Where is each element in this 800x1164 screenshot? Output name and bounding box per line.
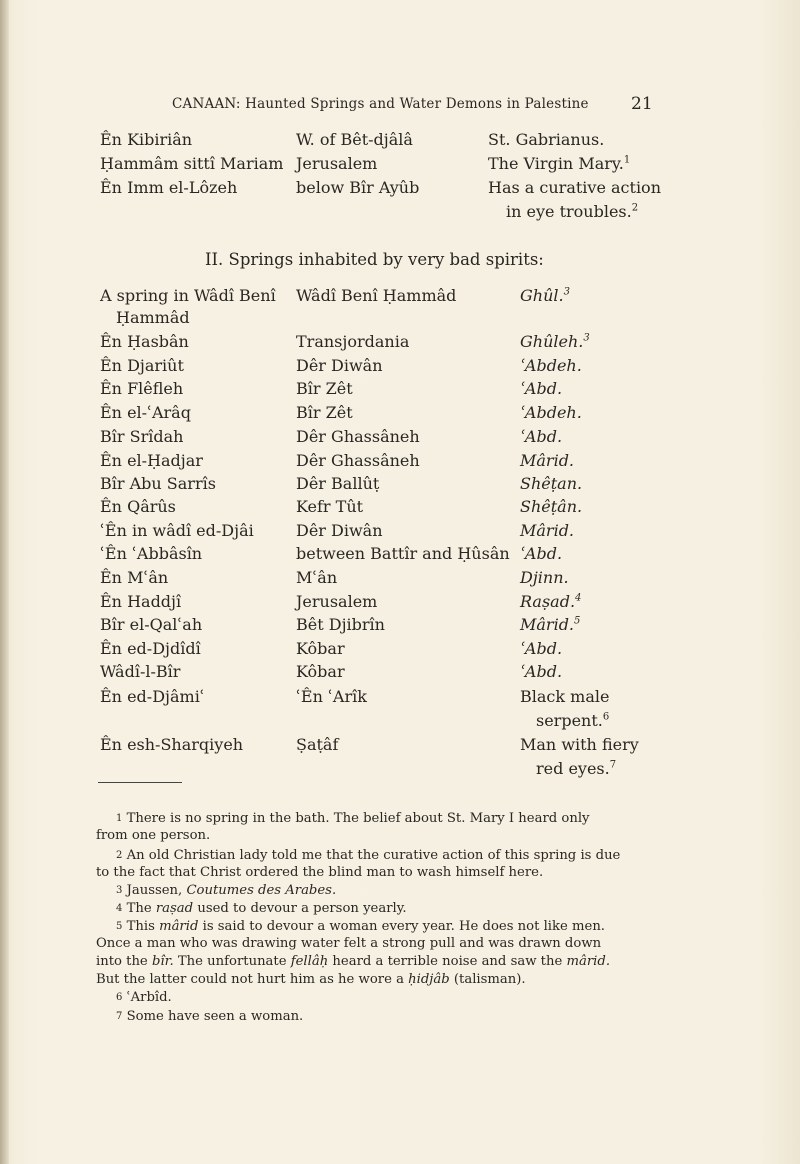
spirit-type: serpent.$^6$	[536, 711, 610, 730]
spring-name: Ên Mʿân	[100, 568, 169, 587]
section-heading: II. Springs inhabited by very bad spirits:	[205, 250, 544, 269]
spirit-type: ʿAbd.	[520, 427, 563, 446]
spring-name: ʿÊn ʿAbbâsîn	[100, 544, 203, 563]
binding-edge	[0, 0, 9, 1164]
footnote-5: 5 This mârid is said to devour a woman every year. He does not like men.	[116, 919, 606, 934]
footnote-4: 4 The raṣad used to devour a person yearly.	[116, 901, 407, 916]
spirit-type: Shêṭan.	[520, 474, 583, 493]
spring-name: Bîr Abu Sarrîs	[100, 474, 216, 493]
footnote-2-cont: to the fact that Christ ordered the blind man to wash himself here.	[96, 865, 544, 880]
spirit-type: red eyes.$^7$	[536, 759, 617, 778]
spring-name: Ên Haddjî	[100, 592, 182, 611]
spirit-type: ʿAbd.	[520, 379, 563, 398]
spring-name: A spring in Wâdî Benî	[100, 286, 276, 305]
spring-name: Ên el-ʿArâq	[100, 403, 191, 422]
spring-name: Ḥammâm sittî Mariam	[100, 154, 284, 173]
spring-name: Ḥammâd	[116, 308, 190, 327]
spirit-type: ʿAbd.	[520, 544, 563, 563]
spring-name: Ên esh-Sharqiyeh	[100, 735, 244, 754]
footnote-1: 1 There is no spring in the bath. The belief about St. Mary I heard only	[116, 811, 590, 826]
spring-place: Kefr Tût	[296, 497, 364, 516]
spirit-type: Mârid.	[520, 521, 575, 540]
spring-place: Kôbar	[296, 662, 345, 681]
spring-place: Kôbar	[296, 639, 345, 658]
spring-place: Bêt Djibrîn	[296, 615, 385, 634]
spring-place: Jerusalem	[296, 154, 378, 173]
footnote-5-line3: into the bîr. The unfortunate fellâḥ heard a terrible noise and saw the mârid.	[96, 954, 611, 969]
spring-place: Bîr Zêt	[296, 379, 353, 398]
spring-place: W. of Bêt-djâlâ	[296, 130, 413, 149]
spring-place: Dêr Diwân	[296, 521, 383, 540]
spring-name: Ên Imm el-Lôzeh	[100, 178, 238, 197]
spring-name: Ên Qârûs	[100, 497, 176, 516]
spirit-type: Man with fiery	[520, 735, 639, 754]
spring-place: Dêr Ghassâneh	[296, 427, 420, 446]
spring-note: The Virgin Mary.$^1$	[488, 154, 631, 173]
spirit-type: Raṣad.$^4$	[520, 592, 582, 611]
spring-place: Bîr Zêt	[296, 403, 353, 422]
spring-name: Ên Flêfleh	[100, 379, 184, 398]
spring-place: Dêr Diwân	[296, 356, 383, 375]
spring-note: in eye troubles.$^2$	[506, 202, 639, 221]
spring-note: Has a curative action	[488, 178, 661, 197]
spring-place: Transjordania	[296, 332, 410, 351]
footnote-6: 6 ʿArbîd.	[116, 990, 172, 1005]
spring-note: St. Gabrianus.	[488, 130, 605, 149]
spring-place: Mʿân	[296, 568, 338, 587]
spring-place: Jerusalem	[296, 592, 378, 611]
spring-place: Dêr Ghassâneh	[296, 451, 420, 470]
footnote-1-cont: from one person.	[96, 828, 211, 843]
spirit-type: ʿAbd.	[520, 639, 563, 658]
spirit-type: ʿAbdeh.	[520, 356, 582, 375]
spirit-type: Mârid.$^5$	[520, 615, 581, 634]
spring-name: ʿÊn in wâdî ed-Djâi	[100, 521, 254, 540]
footnote-rule	[98, 782, 182, 783]
spirit-type: Black male	[520, 687, 610, 706]
spring-name: Wâdî-l-Bîr	[100, 662, 181, 681]
spring-place: below Bîr Ayûb	[296, 178, 420, 197]
spirit-type: Shêṭân.	[520, 497, 583, 516]
spirit-type: ʿAbd.	[520, 662, 563, 681]
spirit-type: ʿAbdeh.	[520, 403, 582, 422]
spring-place: ʿÊn ʿArîk	[296, 687, 367, 706]
spring-place: between Battîr and Ḥûsân	[296, 544, 510, 563]
footnote-5-line4: But the latter could not hurt him as he wore a ḥidjâb (talisman).	[96, 972, 526, 987]
footnote-7: 7 Some have seen a woman.	[116, 1009, 304, 1024]
spirit-type: Mârid.	[520, 451, 575, 470]
spring-place: Ṣaṭâf	[296, 735, 339, 754]
running-head: CANAAN: Haunted Springs and Water Demons in Palestine	[172, 96, 589, 112]
footnote-3: 3 Jaussen, Coutumes des Arabes.	[116, 883, 337, 898]
spirit-type: Ghûleh.$^3$	[520, 332, 590, 351]
spring-name: Ên Ḥasbân	[100, 332, 189, 351]
spring-name: Ên el-Ḥadjar	[100, 451, 203, 470]
footnote-2: 2 An old Christian lady told me that the curative action of this spring is due	[116, 848, 621, 863]
spring-name: Ên ed-Djdîdî	[100, 639, 201, 658]
spring-place: Wâdî Benî Ḥammâd	[296, 286, 457, 305]
spring-name: Bîr Srîdah	[100, 427, 184, 446]
spring-name: Bîr el-Qalʿah	[100, 615, 203, 634]
footnote-5-line2: Once a man who was drawing water felt a strong pull and was drawn down	[96, 936, 602, 951]
spirit-type: Ghûl.$^3$	[520, 286, 570, 305]
page-number: 21	[631, 94, 653, 114]
spring-name: Ên ed-Djâmiʿ	[100, 687, 205, 706]
spring-name: Ên Kibiriân	[100, 130, 193, 149]
spring-place: Dêr Ballûṭ	[296, 474, 380, 493]
spirit-type: Djinn.	[520, 568, 569, 587]
spring-name: Ên Djariût	[100, 356, 184, 375]
